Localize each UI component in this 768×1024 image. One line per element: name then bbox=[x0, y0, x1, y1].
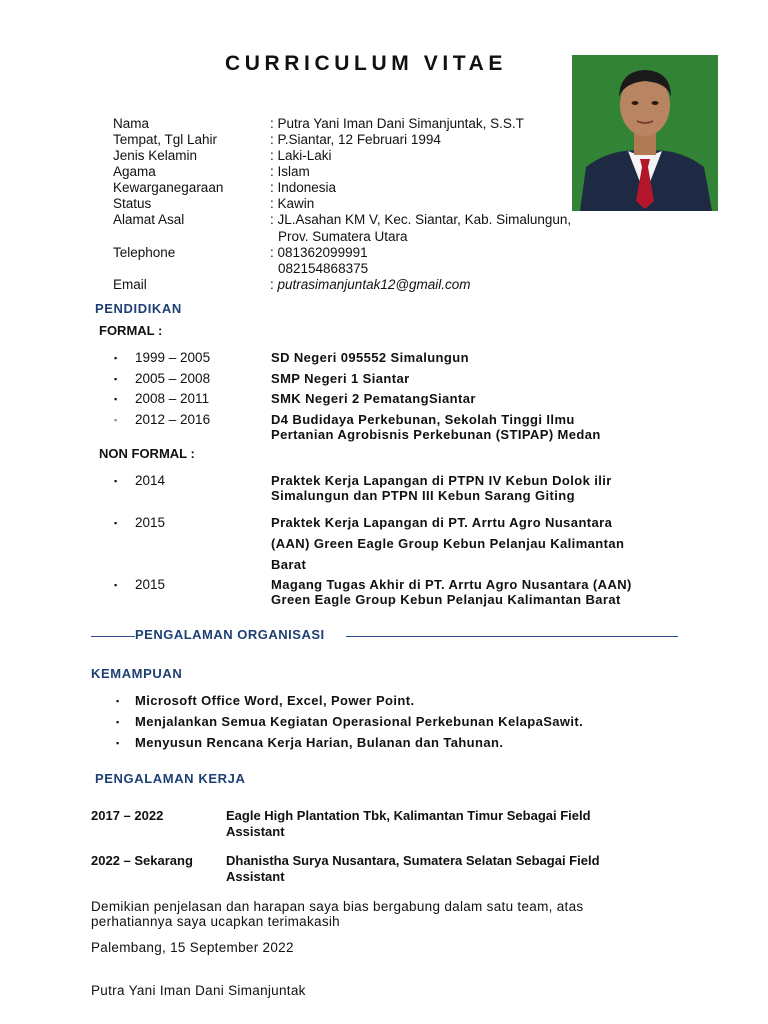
birth-value: : P.Siantar, 12 Februari 1994 bbox=[270, 132, 441, 147]
closing-paragraph-line2: perhatiannya saya ucapkan terimakasih bbox=[91, 914, 340, 929]
nonformal-desc: Praktek Kerja Lapangan di PT. Arrtu Agro Nusantara bbox=[271, 515, 613, 530]
address-label: Alamat Asal bbox=[113, 212, 185, 227]
formal-years: 2005 – 2008 bbox=[135, 371, 211, 386]
bullet-icon: ▪ bbox=[114, 353, 118, 363]
formal-years: 2008 – 2011 bbox=[135, 391, 210, 406]
bullet-icon: ▪ bbox=[114, 374, 118, 384]
status-label: Status bbox=[113, 196, 152, 211]
nonformal-desc: Praktek Kerja Lapangan di PTPN IV Kebun Dolok ilir bbox=[271, 473, 612, 488]
closing-paragraph: Demikian penjelasan dan harapan saya bias bergabung dalam satu team, atas bbox=[91, 899, 584, 914]
name-value: : Putra Yani Iman Dani Simanjuntak, S.S.T bbox=[270, 116, 524, 131]
nonformal-desc: Magang Tugas Akhir di PT. Arrtu Agro Nusantara (AAN) bbox=[271, 577, 632, 592]
work-heading: PENGALAMAN KERJA bbox=[95, 771, 246, 786]
work-desc: Dhanistha Surya Nusantara, Sumatera Selatan Sebagai Field bbox=[226, 853, 600, 868]
work-desc: Eagle High Plantation Tbk, Kalimantan Timur Sebagai Field bbox=[226, 808, 591, 823]
email-prefix: : bbox=[270, 277, 278, 292]
skills-heading: KEMAMPUAN bbox=[91, 666, 183, 681]
telephone-value: : 081362099991 bbox=[270, 245, 368, 260]
profile-photo bbox=[572, 55, 718, 211]
telephone-value-line2: 082154868375 bbox=[278, 261, 369, 276]
nonformal-years: 2015 bbox=[135, 515, 166, 530]
formal-school: D4 Budidaya Perkebunan, Sekolah Tinggi Ilmu bbox=[271, 412, 575, 427]
bullet-icon: ▪ bbox=[114, 394, 118, 404]
nonformal-label: NON FORMAL : bbox=[99, 446, 195, 461]
divider-left bbox=[91, 636, 135, 637]
signature-name: Putra Yani Iman Dani Simanjuntak bbox=[91, 983, 306, 998]
skill-item: Menyusun Rencana Kerja Harian, Bulanan dan Tahunan. bbox=[135, 735, 504, 750]
name-label: Nama bbox=[113, 116, 150, 131]
organization-heading: PENGALAMAN ORGANISASI bbox=[135, 627, 325, 642]
address-value: : JL.Asahan KM V, Kec. Siantar, Kab. Simalungun, bbox=[270, 212, 572, 227]
document-title: CURRICULUM VITAE bbox=[225, 52, 508, 75]
skill-item: Menjalankan Semua Kegiatan Operasional Perkebunan KelapaSawit. bbox=[135, 714, 584, 729]
telephone-label: Telephone bbox=[113, 245, 176, 260]
gender-label: Jenis Kelamin bbox=[113, 148, 198, 163]
bullet-icon: ▪ bbox=[116, 696, 120, 706]
status-value: : Kawin bbox=[270, 196, 315, 211]
nonformal-desc: Green Eagle Group Kebun Pelanjau Kalimantan Barat bbox=[271, 592, 621, 607]
birth-label: Tempat, Tgl Lahir bbox=[113, 132, 218, 147]
work-years: 2017 – 2022 bbox=[91, 808, 164, 823]
gender-value: : Laki-Laki bbox=[270, 148, 332, 163]
formal-label: FORMAL : bbox=[99, 323, 163, 338]
email-value-row bbox=[270, 277, 471, 293]
bullet-icon: ▪ bbox=[114, 580, 118, 590]
nonformal-desc: Simalungun dan PTPN III Kebun Sarang Giting bbox=[271, 488, 575, 503]
formal-school-line2: Pertanian Agrobisnis Perkebunan (STIPAP) Medan bbox=[271, 427, 601, 442]
education-heading: PENDIDIKAN bbox=[95, 301, 182, 316]
skill-item: Microsoft Office Word, Excel, Power Point. bbox=[135, 693, 415, 708]
formal-school: SMP Negeri 1 Siantar bbox=[271, 371, 410, 386]
bullet-icon: ▪ bbox=[114, 518, 118, 528]
nationality-value: : Indonesia bbox=[270, 180, 337, 195]
work-desc-line2: Assistant bbox=[226, 869, 285, 884]
bullet-icon: ▪ bbox=[114, 476, 118, 486]
bullet-icon: ▪ bbox=[114, 415, 118, 425]
nonformal-desc: (AAN) Green Eagle Group Kebun Pelanjau Kalimantan bbox=[271, 536, 625, 551]
formal-school: SMK Negeri 2 PematangSiantar bbox=[271, 391, 476, 406]
nationality-label: Kewarganegaraan bbox=[113, 180, 224, 195]
nonformal-years: 2014 bbox=[135, 473, 166, 488]
email-link[interactable]: putrasimanjuntak12@gmail.com bbox=[277, 277, 471, 292]
nonformal-desc: Barat bbox=[271, 557, 307, 572]
work-desc-line2: Assistant bbox=[226, 824, 285, 839]
address-value-line2: Prov. Sumatera Utara bbox=[278, 229, 408, 244]
place-date: Palembang, 15 September 2022 bbox=[91, 940, 294, 955]
religion-value: : Islam bbox=[270, 164, 310, 179]
formal-years: 1999 – 2005 bbox=[135, 350, 211, 365]
religion-label: Agama bbox=[113, 164, 156, 179]
work-years: 2022 – Sekarang bbox=[91, 853, 193, 868]
formal-school: SD Negeri 095552 Simalungun bbox=[271, 350, 469, 365]
divider-right bbox=[346, 636, 678, 637]
nonformal-years: 2015 bbox=[135, 577, 166, 592]
formal-years: 2012 – 2016 bbox=[135, 412, 211, 427]
bullet-icon: ▪ bbox=[116, 738, 120, 748]
email-label: Email bbox=[113, 277, 147, 292]
bullet-icon: ▪ bbox=[116, 717, 120, 727]
